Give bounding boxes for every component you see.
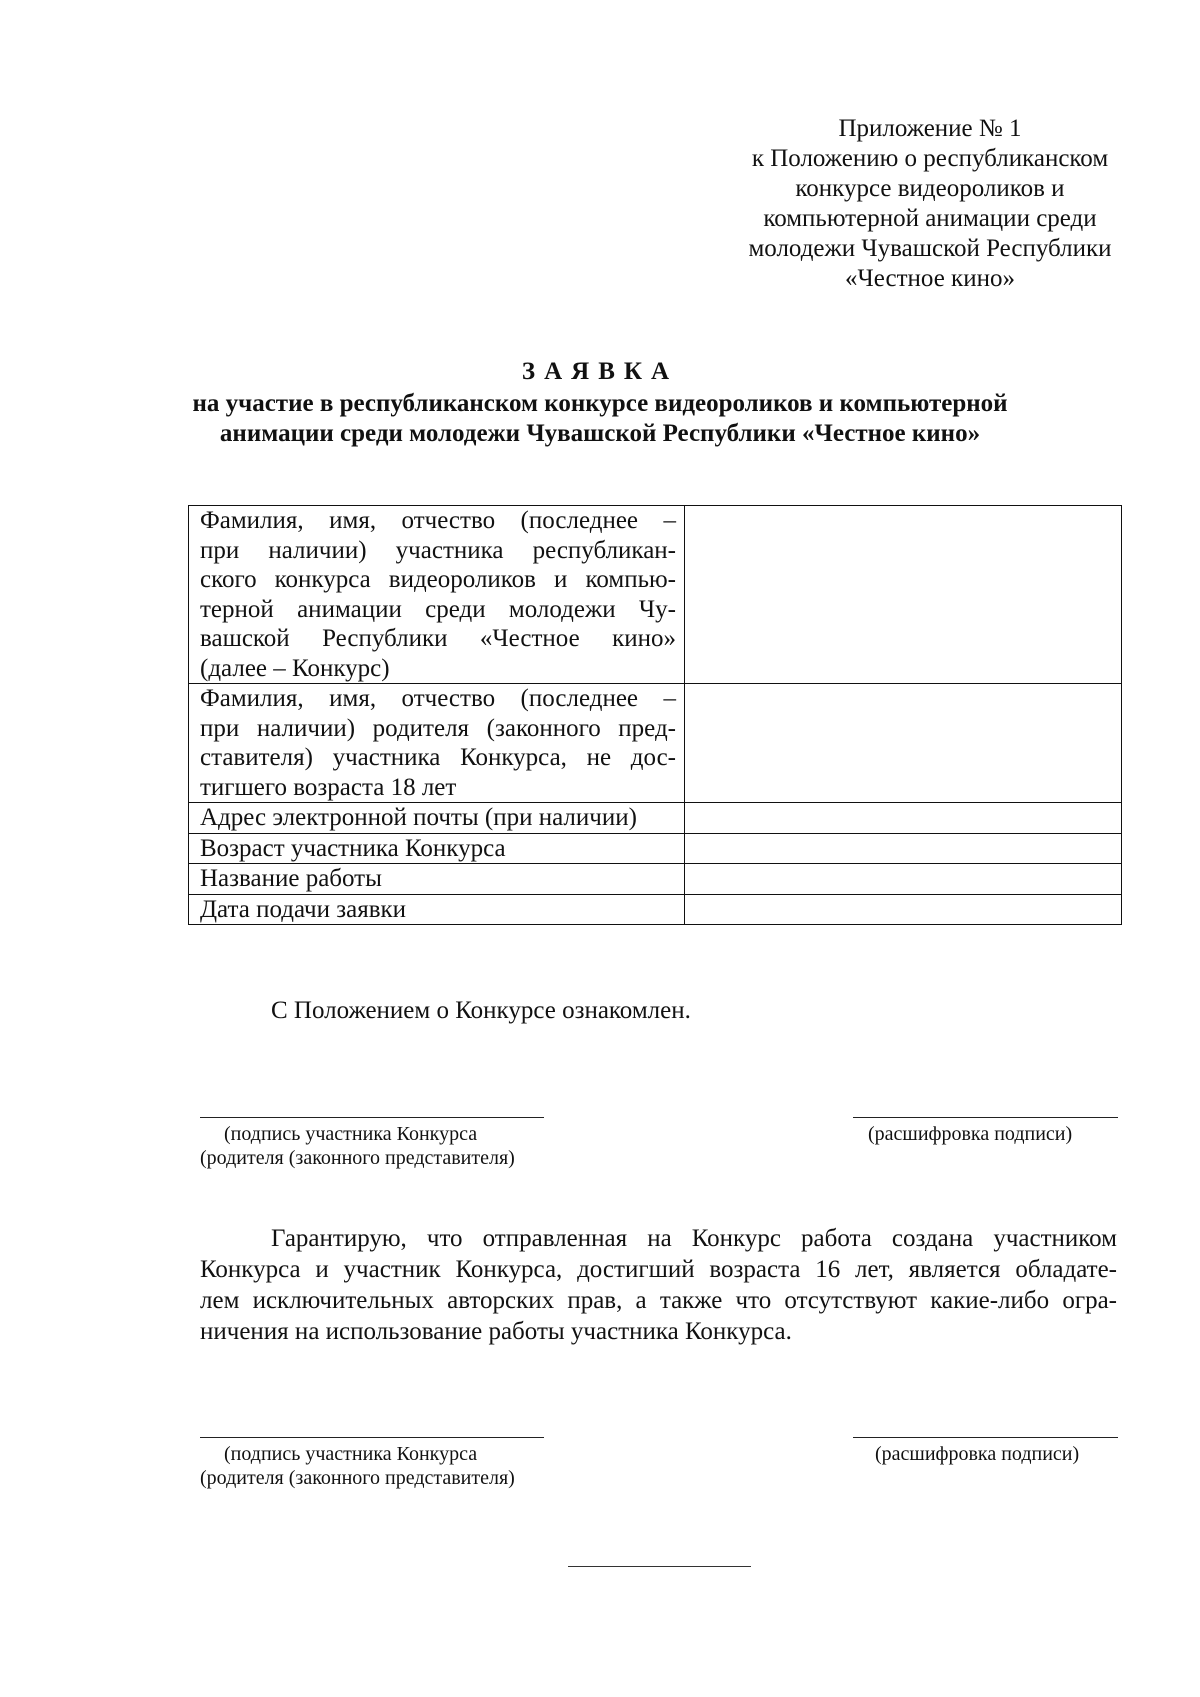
signature-caption: (родителя (законного представителя) — [200, 1467, 515, 1489]
subtitle-line: на участие в республиканском конкурсе видеороликов и компьютерной — [192, 390, 1008, 417]
paragraph-line: Гарантирую, что отправленная на Конкурс работа создана участником — [271, 1225, 1117, 1252]
application-table — [188, 505, 1122, 925]
submission-date-field[interactable] — [685, 894, 1122, 925]
email-label: Адрес электронной почты (при наличии) — [189, 803, 685, 834]
footer-divider — [568, 1566, 751, 1567]
participant-name-label — [189, 506, 685, 684]
label-line: Фамилия, имя, отчество (последнее – — [200, 507, 676, 534]
signature-caption: (подпись участника Конкурса — [224, 1443, 478, 1465]
paragraph-line: ничения на использование работы участника Конкурса. — [200, 1318, 792, 1345]
appendix-line: молодежи Чувашской Республики — [748, 235, 1112, 262]
signature-transcript-line-2[interactable] — [853, 1437, 1118, 1438]
participant-name-field[interactable] — [685, 506, 1122, 684]
table-row — [189, 506, 1122, 684]
participant-signature-line-1[interactable] — [200, 1117, 544, 1118]
paragraph-line: Конкурса и участник Конкурса, достигший возраста 16 лет, является обладате- — [200, 1256, 1117, 1283]
table-row — [189, 833, 1122, 864]
age-label: Возраст участника Конкурса — [189, 833, 685, 864]
label-line: тигшего возраста 18 лет — [200, 773, 457, 801]
parent-name-label — [189, 684, 685, 803]
signature-transcript-line-1[interactable] — [853, 1117, 1118, 1118]
table-row — [189, 894, 1122, 925]
signature-caption: (подпись участника Конкурса — [224, 1123, 478, 1145]
table-row — [189, 803, 1122, 834]
label-line: вашской Республики «Честное кино» — [200, 625, 676, 652]
appendix-header — [730, 114, 1130, 294]
work-title-field[interactable] — [685, 864, 1122, 895]
table-row — [189, 684, 1122, 803]
guarantee-paragraph — [200, 1223, 1117, 1347]
transcript-caption: (расшифровка подписи) — [875, 1443, 1080, 1465]
label-line: при наличии) родителя (законного пред- — [200, 714, 676, 742]
appendix-line: к Положению о республиканском — [751, 145, 1109, 172]
label-line: ставителя) участника Конкурса, не дос- — [200, 744, 676, 771]
appendix-line: «Честное кино» — [845, 265, 1015, 292]
appendix-line: конкурсе видеороликов и — [795, 175, 1065, 202]
label-line: терной анимации среди молодежи Чу- — [200, 595, 676, 623]
parent-name-field[interactable] — [685, 684, 1122, 803]
table-row — [189, 864, 1122, 895]
paragraph-line: лем исключительных авторских прав, а также что отсутствуют какие-либо огра- — [200, 1287, 1117, 1314]
label-line: ского конкурса видеороликов и компью- — [200, 566, 676, 593]
label-line: Фамилия, имя, отчество (последнее – — [200, 685, 676, 712]
document-title: ЗАЯВКА — [521, 358, 679, 385]
participant-signature-line-2[interactable] — [200, 1437, 544, 1438]
age-field[interactable] — [685, 833, 1122, 864]
label-line: (далее – Конкурс) — [200, 654, 390, 682]
acknowledgement-text: С Положением о Конкурсе ознакомлен. — [271, 997, 691, 1024]
subtitle-line: анимации среди молодежи Чувашской Республики «Честное кино» — [219, 420, 981, 447]
label-line: при наличии) участника республикан- — [200, 536, 676, 564]
email-field[interactable] — [685, 803, 1122, 834]
document-subtitle — [0, 389, 1200, 449]
appendix-line: Приложение № 1 — [838, 115, 1022, 142]
appendix-line: компьютерной анимации среди — [763, 205, 1097, 232]
work-title-label: Название работы — [189, 864, 685, 895]
submission-date-label: Дата подачи заявки — [189, 894, 685, 925]
transcript-caption: (расшифровка подписи) — [868, 1123, 1073, 1145]
signature-caption: (родителя (законного представителя) — [200, 1147, 515, 1169]
